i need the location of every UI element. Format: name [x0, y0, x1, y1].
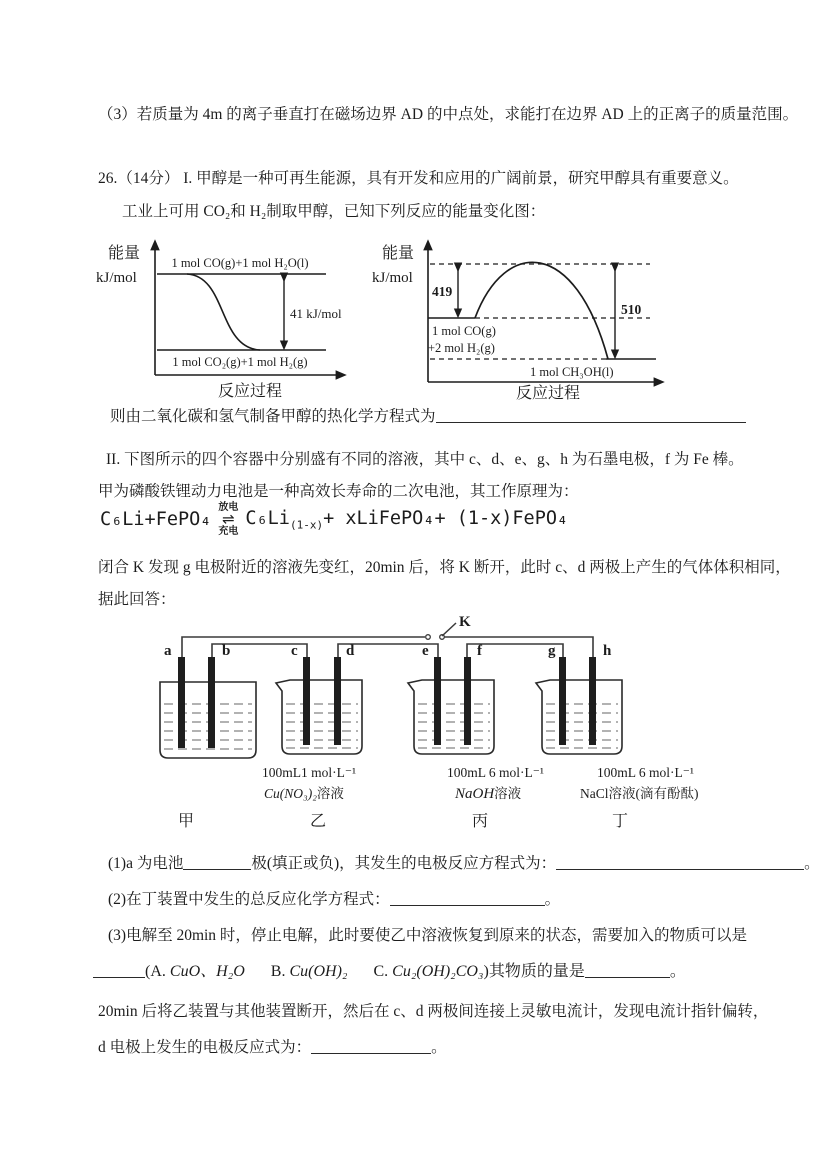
tail2-blank	[311, 1039, 431, 1054]
cell-yi-beaker	[276, 680, 362, 754]
electrode-a-rod	[178, 657, 185, 748]
cell-bing-concentration: 100mL 6 mol·L⁻¹	[447, 765, 544, 780]
energy-diagrams	[92, 232, 668, 404]
cell-name-jia: 甲	[178, 813, 195, 830]
battery-equation-left: C₆Li+FePO₄	[100, 509, 212, 531]
electrode-label-a: a	[164, 643, 172, 659]
cell-yi-concentration: 100mL1 mol·L⁻¹	[262, 765, 357, 780]
right-reactant-label-line2: +2 mol H₂(g)	[428, 341, 495, 355]
cell-yi-solution-suffix: 溶液	[316, 786, 344, 801]
electrode-label-g: g	[548, 643, 556, 659]
question25-part3-text: （3）若质量为 4m 的离子垂直打在磁场边界 AD 的中点处，求能打在边界 AD 上的正离子的质量范围。	[98, 106, 799, 123]
thermo-equation-line	[110, 405, 746, 428]
cell-yi-liquid	[286, 704, 358, 748]
question3-line1: (3)电解至 20min 时，停止电解，此时要使乙中溶液恢复到原来的状态，需要加入的物质可以是	[108, 927, 747, 944]
battery-equation-right-subscript: (1-x)	[289, 518, 324, 532]
battery-equation-right-rest: + xLiFePO₄+ (1-x)FePO₄	[323, 507, 569, 529]
left-top-level-label: 1 mol CO(g)+1 mol H₂O(l)	[171, 256, 309, 270]
left-energy-units-label: kJ/mol	[96, 270, 137, 286]
left-energy-axis-label: 能量	[108, 245, 141, 262]
discharge-label: 放电	[218, 502, 239, 513]
question1-blank2	[556, 855, 804, 870]
question3-option-a: CuO、H₂O	[169, 963, 245, 980]
electrode-label-b: b	[222, 643, 231, 659]
cell-name-ding: 丁	[612, 813, 629, 830]
question2-part1: (2)在丁装置中发生的总反应化学方程式：	[108, 891, 390, 908]
wire-a-to-switch	[182, 637, 425, 657]
right-product-label: 1 mol CH₃OH(l)	[530, 365, 614, 379]
electrode-c-rod	[303, 657, 310, 745]
left-bottom-level-label: 1 mol CO₂(g)+1 mol H₂(g)	[172, 355, 308, 369]
question3-tail-line1: 20min 后将乙装置与其他装置断开，然后在 c、d 两极间连接上灵敏电流计，发现电流计指针偏转，	[98, 1003, 769, 1020]
tail2-text: d 电极上发生的电极反应式为：	[98, 1039, 312, 1056]
section2-line4: 据此回答：	[98, 591, 176, 608]
cell-bing-liquid	[418, 704, 490, 748]
question3-option-b: Cu(OH)₂	[289, 963, 348, 980]
tail2-period: 。	[431, 1039, 447, 1056]
left-x-axis-label: 反应过程	[217, 383, 283, 400]
cell-bing-formula: NaOH	[455, 786, 495, 802]
electrode-label-f: f	[477, 643, 482, 659]
electrode-label-c: c	[291, 643, 298, 659]
question3-label-b: B.	[270, 963, 290, 980]
electrode-h-rod	[589, 657, 596, 745]
question3-tail-line2	[98, 1036, 447, 1059]
battery-equation-right	[245, 508, 568, 532]
question26-header: 26.（14分） I. 甲醇是一种可再生能源，具有开发和应用的广阔前景，研究甲醇具有重要意义。	[98, 170, 739, 187]
energy-diagram-left	[92, 232, 354, 404]
electrode-e-rod	[434, 657, 441, 745]
question3-option-c: Cu₂(OH)₂CO₃	[392, 963, 484, 980]
question2-period: 。	[544, 891, 561, 908]
thermo-equation-prefix: 则由二氧化碳和氢气制备甲醇的热化学方程式为	[110, 408, 436, 425]
battery-equation	[100, 503, 568, 537]
right-x-axis-label: 反应过程	[515, 385, 581, 402]
battery-equation-right-main: C₆Li	[245, 507, 290, 529]
cell-ding-beaker	[536, 680, 622, 754]
equilibrium-arrow: ⇌	[222, 510, 235, 528]
section2-line3: 闭合 K 发现 g 电极附近的溶液先变红，20min 后，将 K 断开，此时 c、d 两极上产生的气体体积相同，	[98, 559, 791, 576]
cell-yi-solution-label	[264, 785, 344, 801]
question3-line2	[93, 960, 686, 983]
question1-period: 。	[804, 855, 820, 872]
section2-line2: 甲为磷酸铁锂动力电池是一种高效长寿命的二次电池，其工作原理为：	[98, 483, 579, 500]
question3-close: )其物质的量是	[483, 963, 585, 980]
energy-diagram-right	[368, 232, 668, 404]
electrolysis-apparatus-diagram	[150, 612, 750, 840]
question2-line	[108, 888, 560, 911]
question3-lead-blank	[93, 963, 145, 978]
left-delta-label: 41 kJ/mol	[290, 306, 342, 321]
question26-intro-line: 工业上可用 CO₂和 H₂制取甲醇，已知下列反应的能量变化图：	[122, 203, 546, 220]
cell-ding-solution-label	[580, 785, 699, 801]
right-ea-reverse-label: 510	[621, 302, 642, 317]
cell-bing-beaker	[408, 680, 494, 754]
charge-label: 充电	[218, 525, 239, 537]
question3-period: 。	[669, 963, 686, 980]
cell-ding-solution-suffix: 溶液(滴有酚酞)	[608, 786, 699, 801]
cell-name-yi: 乙	[310, 813, 327, 830]
equilibrium-arrow-stack	[218, 503, 238, 537]
question1-part2: 极(填正或负)，其发生的电极反应方程式为：	[251, 855, 557, 872]
question2-blank	[390, 891, 545, 906]
question1-part1: (1)a 为电池	[108, 855, 184, 872]
right-ea-forward-label: 419	[432, 284, 453, 299]
cell-ding-formula: NaCl	[580, 786, 609, 801]
question3-label-c: C.	[373, 963, 393, 980]
switch-label: K	[459, 614, 471, 630]
cell-name-bing: 丙	[472, 813, 489, 830]
right-energy-units-label: kJ/mol	[372, 270, 413, 286]
cell-ding-concentration: 100mL 6 mol·L⁻¹	[597, 765, 694, 780]
thermo-equation-blank	[436, 408, 746, 423]
right-energy-axis-label: 能量	[382, 245, 415, 262]
question1-line	[108, 852, 820, 875]
electrode-label-h: h	[603, 643, 612, 659]
cell-yi-formula: Cu(NO₃)₂	[264, 786, 317, 801]
switch-terminal-left	[426, 635, 431, 640]
question3-amount-blank	[585, 963, 670, 978]
cell-bing-solution-label	[454, 785, 522, 802]
electrode-label-e: e	[422, 643, 429, 659]
electrode-b-rod	[208, 657, 215, 748]
switch-lever	[442, 623, 456, 636]
right-reactant-label-line1: 1 mol CO(g)	[432, 324, 496, 338]
cell-bing-solution-suffix: 溶液	[494, 786, 522, 801]
electrode-d-rod	[334, 657, 341, 745]
section2-line1: II. 下图所示的四个容器中分别盛有不同的溶液，其中 c、d、e、g、h 为石墨电极，f 为 Fe 棒。	[106, 451, 744, 468]
question3-open: (A.	[145, 963, 170, 980]
question1-blank1	[183, 855, 251, 870]
electrode-f-rod	[464, 657, 471, 745]
electrode-g-rod	[559, 657, 566, 745]
electrode-label-d: d	[346, 643, 355, 659]
left-reaction-curve	[187, 274, 260, 350]
cell-ding-liquid	[546, 704, 618, 748]
